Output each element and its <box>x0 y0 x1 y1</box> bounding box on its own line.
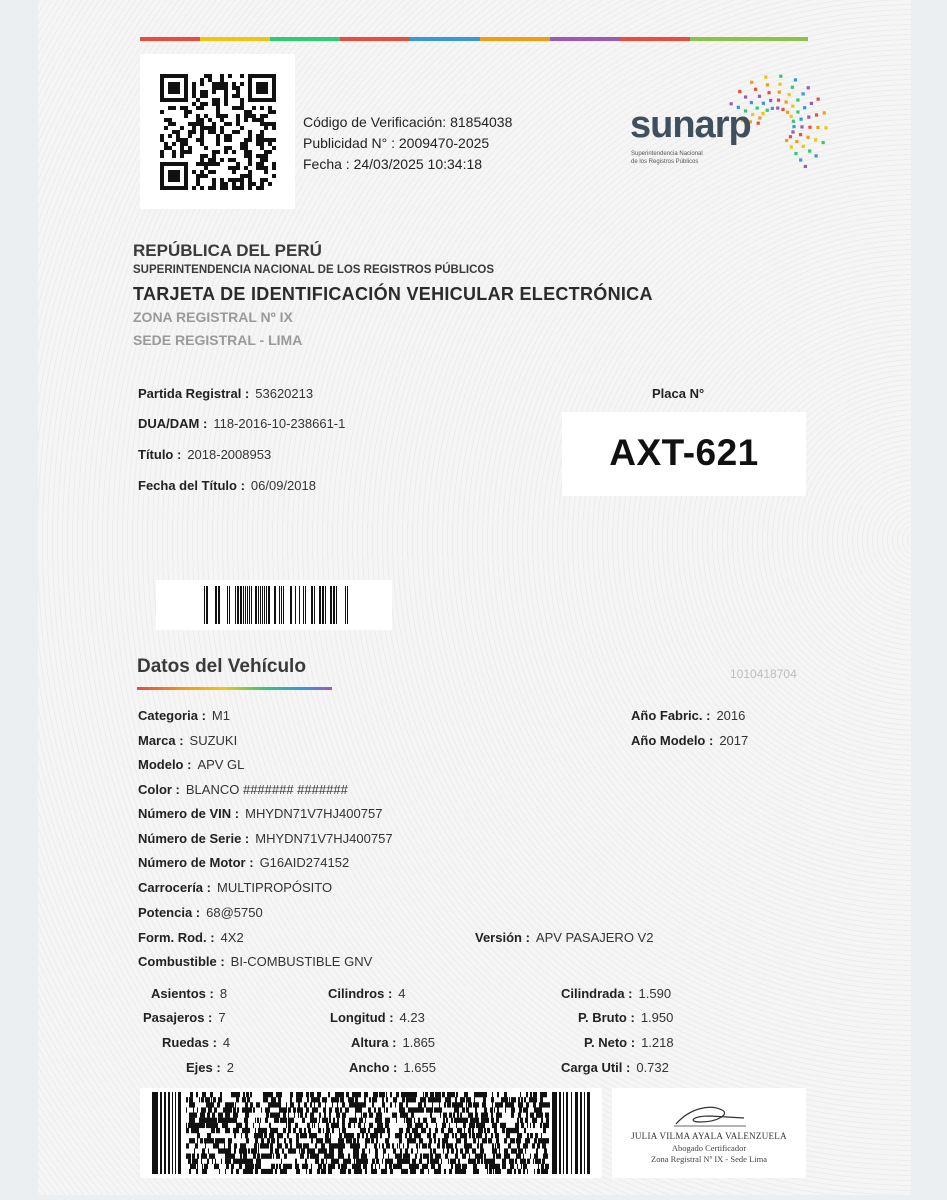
plate-number: AXT-621 <box>609 432 759 473</box>
brand-subtitle-line1: Superintendencia Nacional <box>631 151 703 157</box>
vin-label: Número de VIN : <box>138 806 240 821</box>
fecha-titulo-value: 06/09/2018 <box>250 478 316 493</box>
color-stripe <box>340 37 410 41</box>
formrod-row <box>138 930 244 945</box>
zone-title: ZONA REGISTRAL Nº IX <box>133 309 293 325</box>
pneto-row <box>584 1035 674 1050</box>
section-title: Datos del Vehículo <box>137 656 306 677</box>
cargautil-label: Carga Util : <box>561 1060 631 1075</box>
motor-label: Número de Motor : <box>138 855 254 870</box>
carroceria-value: MULTIPROPÓSITO <box>216 880 333 895</box>
qr-code[interactable] <box>140 54 295 209</box>
modelo-value: APV GL <box>197 757 245 772</box>
categoria-value: M1 <box>211 708 230 723</box>
pdf417-barcode[interactable] <box>140 1088 602 1178</box>
ruedas-value: 4 <box>222 1035 231 1050</box>
categoria-label: Categoria : <box>138 708 206 723</box>
verification-code: Código de Verificación: 81854038 <box>303 114 513 130</box>
cilindrada-row <box>561 986 671 1001</box>
motor-row <box>138 855 349 870</box>
version-value: APV PASAJERO V2 <box>535 930 654 945</box>
color-label: Color : <box>138 782 180 797</box>
potencia-value: 68@5750 <box>206 905 263 920</box>
color-stripe <box>620 37 690 41</box>
document-title: TARJETA DE IDENTIFICACIÓN VEHICULAR ELECTRÓNICA <box>133 284 653 304</box>
partida-row <box>138 386 313 401</box>
anio-modelo-label: Año Modelo : <box>631 733 714 748</box>
color-stripe <box>200 37 270 41</box>
color-stripe <box>550 37 620 41</box>
categoria-row <box>138 708 230 723</box>
marca-value: SUZUKI <box>189 733 238 748</box>
marca-label: Marca : <box>138 733 184 748</box>
pneto-label: P. Neto : <box>584 1035 636 1050</box>
version-row <box>475 930 653 945</box>
titulo-value: 2018-2008953 <box>187 447 272 462</box>
color-stripe <box>690 37 808 41</box>
color-value: BLANCO ####### ####### <box>185 782 348 797</box>
titulo-label: Título : <box>138 447 182 462</box>
cilindrada-label: Cilindrada : <box>561 986 633 1001</box>
country-title: REPÚBLICA DEL PERÚ <box>133 241 322 260</box>
partida-value: 53620213 <box>255 386 314 401</box>
pasajeros-value: 7 <box>218 1010 226 1025</box>
carroceria-row <box>138 880 332 895</box>
ruedas-row <box>162 1035 230 1050</box>
altura-row <box>351 1035 435 1050</box>
color-stripe <box>410 37 480 41</box>
anio-fabric-label: Año Fabric. : <box>631 708 711 723</box>
office-title: SEDE REGISTRAL - LIMA <box>133 332 303 348</box>
plate-box <box>562 412 806 496</box>
agency-title: SUPERINTENDENCIA NACIONAL DE LOS REGISTROS PÚBLICOS <box>133 264 495 276</box>
fecha-titulo-label: Fecha del Título : <box>138 478 245 493</box>
potencia-row <box>138 905 263 920</box>
anio-fabric-row <box>631 708 745 723</box>
serie-value: MHYDN71V7HJ400757 <box>255 831 393 846</box>
longitud-label: Longitud : <box>330 1010 394 1025</box>
ejes-value: 2 <box>226 1060 234 1075</box>
pbruto-value: 1.950 <box>640 1010 674 1025</box>
pbruto-label: P. Bruto : <box>578 1010 635 1025</box>
brand-subtitle-line2: de los Registros Públicos <box>631 159 699 165</box>
section-underline <box>137 687 332 690</box>
pdf417-barcode-image <box>152 1092 590 1174</box>
combustible-row <box>138 954 372 969</box>
pasajeros-row <box>143 1010 226 1025</box>
marca-row <box>138 733 237 748</box>
barcode-small <box>156 580 392 630</box>
publicidad-number: Publicidad N° : 2009470-2025 <box>303 135 490 151</box>
potencia-label: Potencia : <box>138 905 201 920</box>
asientos-row <box>151 986 227 1001</box>
modelo-label: Modelo : <box>138 757 192 772</box>
pasajeros-label: Pasajeros : <box>143 1010 213 1025</box>
longitud-row <box>330 1010 425 1025</box>
modelo-row <box>138 757 244 772</box>
verification-meta <box>303 112 512 175</box>
signer-name: JULIA VILMA AYALA VALENZUELA <box>631 1131 787 1141</box>
sunarp-logo <box>628 72 828 182</box>
document-number: 1010418704 <box>730 667 797 681</box>
formrod-label: Form. Rod. : <box>138 930 215 945</box>
dua-label: DUA/DAM : <box>138 416 208 431</box>
ancho-label: Ancho : <box>349 1060 398 1075</box>
signer-zone: Zona Registral Nº IX - Sede Lima <box>651 1154 767 1164</box>
titulo-row <box>138 447 271 462</box>
color-stripe <box>480 37 550 41</box>
signer-title: Abogado Certificador <box>671 1143 747 1153</box>
dua-row <box>138 416 345 431</box>
anio-fabric-value: 2016 <box>716 708 746 723</box>
cilindrada-value: 1.590 <box>638 986 672 1001</box>
partida-label: Partida Registral : <box>138 386 250 401</box>
ruedas-label: Ruedas : <box>162 1035 217 1050</box>
vin-value: MHYDN71V7HJ400757 <box>245 806 383 821</box>
anio-modelo-value: 2017 <box>719 733 749 748</box>
ejes-row <box>186 1060 234 1075</box>
plate-label: Placa N° <box>652 386 705 401</box>
altura-value: 1.865 <box>402 1035 436 1050</box>
cargautil-row <box>561 1060 669 1075</box>
signature-block <box>612 1088 806 1178</box>
carroceria-label: Carrocería : <box>138 880 211 895</box>
fecha-titulo-row <box>138 478 316 493</box>
ejes-label: Ejes : <box>186 1060 221 1075</box>
color-row <box>138 782 348 797</box>
barcode-small-image <box>204 586 348 624</box>
anio-modelo-row <box>631 733 748 748</box>
vin-row <box>138 806 382 821</box>
signature-stroke-icon <box>670 1102 750 1132</box>
issue-date: Fecha : 24/03/2025 10:34:18 <box>303 156 483 172</box>
cilindros-value: 4 <box>398 986 406 1001</box>
asientos-label: Asientos : <box>151 986 214 1001</box>
serie-row <box>138 831 393 846</box>
formrod-value: 4X2 <box>220 930 244 945</box>
brand-wordmark: sunarp <box>630 104 751 146</box>
combustible-value: BI-COMBUSTIBLE GNV <box>230 954 373 969</box>
ancho-value: 1.655 <box>403 1060 436 1075</box>
color-stripe <box>140 37 200 41</box>
pbruto-row <box>578 1010 673 1025</box>
ancho-row <box>349 1060 436 1075</box>
serie-label: Número de Serie : <box>138 831 250 846</box>
cilindros-row <box>328 986 406 1001</box>
motor-value: G16AID274152 <box>259 855 350 870</box>
cilindros-label: Cilindros : <box>328 986 393 1001</box>
dua-value: 118-2016-10-238661-1 <box>213 416 346 431</box>
longitud-value: 4.23 <box>399 1010 425 1025</box>
altura-label: Altura : <box>351 1035 397 1050</box>
combustible-label: Combustible : <box>138 954 225 969</box>
asientos-value: 8 <box>219 986 228 1001</box>
cargautil-value: 0.732 <box>636 1060 669 1075</box>
qr-code-image <box>160 74 276 190</box>
version-label: Versión : <box>475 930 530 945</box>
brand-subtitle <box>631 150 741 166</box>
pneto-value: 1.218 <box>641 1035 674 1050</box>
color-stripe <box>270 37 340 41</box>
